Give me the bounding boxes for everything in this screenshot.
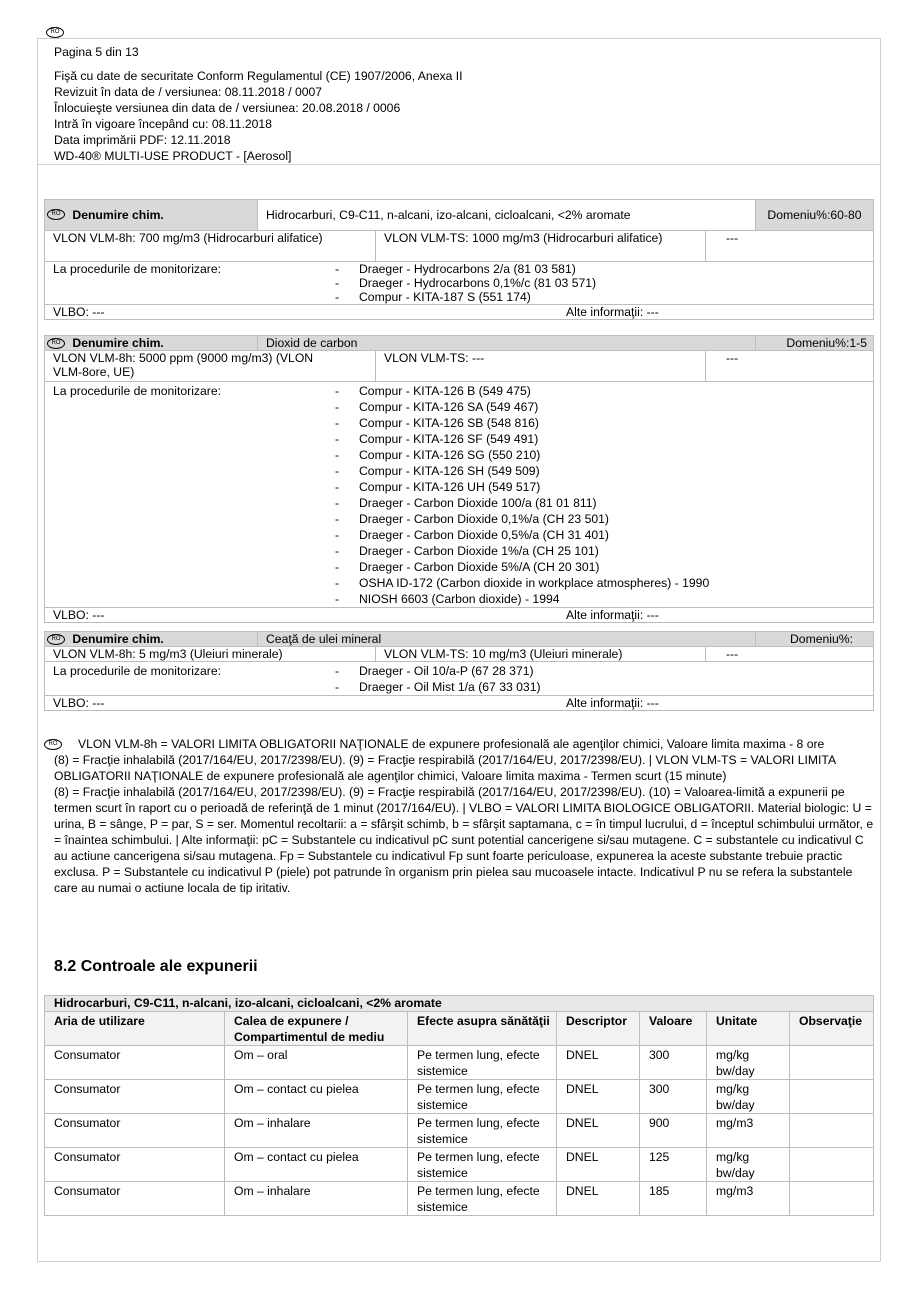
cell-area: Consumator: [45, 1046, 225, 1080]
cell-descriptor: DNEL: [557, 1182, 640, 1216]
note-vlm-8h: VLON VLM-8h = VALORI LIMITA OBLIGATORII NAŢIONALE de expunere profesională ale agenţilor chimici, Valoare limita maxima - 8 ore: [78, 737, 825, 751]
column-header: Calea de expunere / Compartimentul de mediu: [225, 1012, 408, 1046]
language-badge: RO: [47, 338, 65, 349]
monitoring-label: La procedurile de monitorizare:: [53, 384, 222, 398]
cell-effect: Pe termen lung, efecte sistemice: [408, 1182, 557, 1216]
monitoring-cell: La procedurile de monitorizare: - Draeger - Oil 10/a-P (67 28 371) - Draeger - Oil Mist 1/a (67 33 031): [45, 662, 874, 696]
cell-unit: mg/m3: [707, 1114, 790, 1148]
replaces-info: Înlocuieşte versiunea din data de / versiunea: 20.08.2018 / 0006: [54, 101, 401, 115]
cell-value: 300: [640, 1046, 707, 1080]
cell-descriptor: DNEL: [557, 1080, 640, 1114]
cell-effect: Pe termen lung, efecte sistemice: [408, 1148, 557, 1182]
cell-remark: [790, 1114, 874, 1148]
legend-notes: [48, 736, 874, 896]
monitoring-method: Draeger - Oil Mist 1/a (67 33 031): [359, 680, 541, 694]
substance-table: [44, 199, 874, 320]
cell-remark: [790, 1182, 874, 1216]
cell-descriptor: DNEL: [557, 1148, 640, 1182]
effective-date: Intră în vigoare începând cu: 08.11.2018: [54, 117, 272, 131]
chem-name-label: Denumire chim.: [72, 208, 164, 222]
chem-name-label-cell: [45, 336, 258, 351]
monitoring-method: Compur - KITA-126 SH (549 509): [359, 464, 540, 478]
monitoring-method: NIOSH 6603 (Carbon dioxide) - 1994: [359, 592, 560, 606]
vlm-extra: ---: [706, 351, 874, 382]
vlbo-row: [45, 608, 874, 623]
chem-name: Ceaţă de ulei mineral: [258, 632, 756, 647]
vlm-ts: VLON VLM-TS: 10 mg/m3 (Uleiuri minerale): [376, 647, 706, 662]
dnel-table: [44, 995, 874, 1216]
monitoring-method: Compur - KITA-126 SB (548 816): [359, 416, 539, 430]
cell-effect: Pe termen lung, efecte sistemice: [408, 1114, 557, 1148]
note-vlbo: (8) = Fracţie inhalabilă (2017/164/EU, 2017/2398/EU). (9) = Fracţie respirabilă (2017/164/EU, 2017/2398/EU). (10) = Valoarea-limită a expunerii pe termen scurt în raport cu o perioadă de referinţă de 1 minut (2017/164/EU). | VLBO = VALORI LIMITA BIOLOGICE OBLIGATORII. Material biologic: U = urina, B = sânge, P = par, S = ser. Momentul recoltarii: a = sfârşit schimb, b = sfârşit saptamana, c = în timpul lucrului, d = începtul schimbului următor, e = înaintea schimbului. | Alte informaţii: pC = Substantele cu indicativul pC sunt potential cancerigene si/sau mutagene. C = substantele cu indicativul C au actiune cancerigena si/sau mutagena. Fp = Substantele cu indicativul Fp sunt foarte periculoase, expunerea la aceste substante trebuie practic exclusa. P = Substantele cu indicativul P (piele) pot patrunde în organism prin pielea sau mucoasele intacte. Indicativul P nu se refera la substantele care au numai o actiune locala de tip iritativ.: [54, 785, 874, 895]
table-row: [45, 1148, 874, 1182]
monitoring-method: Draeger - Hydrocarbons 0,1%/c (81 03 571): [359, 276, 597, 290]
table-row: [45, 1046, 874, 1080]
monitoring-method: OSHA ID-172 (Carbon dioxide in workplace atmospheres) - 1990: [359, 576, 710, 590]
dnel-table-title: Hidrocarburi, C9-C11, n-alcani, izo-alcani, cicloalcani, <2% aromate: [45, 996, 874, 1012]
other-info: Alte informaţii: ---: [566, 305, 659, 319]
vlm-extra: ---: [706, 231, 874, 262]
column-header: Valoare: [640, 1012, 707, 1046]
language-badge: RO: [46, 27, 64, 38]
chem-name-label: Denumire chim.: [72, 632, 164, 646]
cell-route: Om – inhalare: [225, 1114, 408, 1148]
vlm-ts: VLON VLM-TS: 1000 mg/m3 (Hidrocarburi alifatice): [376, 231, 706, 262]
chem-name: Dioxid de carbon: [258, 336, 756, 351]
monitoring-label: La procedurile de monitorizare:: [53, 262, 222, 276]
table-row: [45, 1182, 874, 1216]
cell-descriptor: DNEL: [557, 1114, 640, 1148]
vlbo-value: VLBO: ---: [53, 608, 105, 622]
column-header: Descriptor: [557, 1012, 640, 1046]
column-header: Unitate: [707, 1012, 790, 1046]
monitoring-method: Compur - KITA-126 SA (549 467): [359, 400, 539, 414]
monitoring-method: Draeger - Hydrocarbons 2/a (81 03 581): [359, 262, 576, 276]
chem-name-label: Denumire chim.: [72, 336, 164, 350]
monitoring-method: Draeger - Carbon Dioxide 1%/a (CH 25 101): [359, 544, 599, 558]
cell-area: Consumator: [45, 1148, 225, 1182]
chem-name-label-cell: [45, 632, 258, 647]
monitoring-method: Compur - KITA-126 UH (549 517): [359, 480, 541, 494]
cell-value: 300: [640, 1080, 707, 1114]
concentration-range: Domeniu%:60-80: [756, 200, 874, 231]
concentration-range: Domeniu%:1-5: [756, 336, 874, 351]
note-vlm-ts: (8) = Fracţie inhalabilă (2017/164/EU, 2017/2398/EU). (9) = Fracţie respirabilă (2017/164/EU, 2017/2398/EU). | VLON VLM-TS = VALORI LIMITA OBLIGATORII NAŢIONALE de expunere profesională ale agenţilor chimici, Valoare limita maxima - Termen scurt (15 minute): [54, 753, 836, 783]
other-info: Alte informaţii: ---: [566, 696, 659, 710]
header-divider: [37, 164, 880, 165]
concentration-range: Domeniu%:: [756, 632, 874, 647]
cell-route: Om – oral: [225, 1046, 408, 1080]
monitoring-method: Compur - KITA-126 SF (549 491): [359, 432, 539, 446]
cell-unit: mg/m3: [707, 1182, 790, 1216]
language-badge: RO: [44, 739, 62, 750]
page-number: Pagina 5 din 13: [54, 45, 139, 59]
other-info: Alte informaţii: ---: [566, 608, 659, 622]
revision-info: Revizuit în data de / versiunea: 08.11.2018 / 0007: [54, 85, 323, 99]
document-title: Fişă cu date de securitate Conform Regulamentul (CE) 1907/2006, Anexa II: [54, 69, 463, 83]
monitoring-method: Draeger - Carbon Dioxide 5%/A (CH 20 301): [359, 560, 600, 574]
monitoring-method: Compur - KITA-126 SG (550 210): [359, 448, 541, 462]
vlm-8h: VLON VLM-8h: 5 mg/m3 (Uleiuri minerale): [45, 647, 376, 662]
monitoring-cell: La procedurile de monitorizare: - Compur - KITA-126 B (549 475) - Compur - KITA-126 SA (549 467) - Compur - KITA-126 SB (548 816) - Compur - KITA-126 SF (549 491) - Compur - KITA-126 SG (550 210) - Compur - KITA-126 SH (549 509) - Compur - KITA-126 UH (549 517) - Draeger - Carbon Dioxide 100/a (81 01 811) - Draeger - Carbon Dioxide 0,1%/a (CH 23 501) - Draeger - Carbon Dioxide 0,5%/a (CH 31 401) - Draeger - Carbon Dioxide 1%/a (CH 25 101) - Draeger - Carbon Dioxide 5%/A (CH 20 301) - OSHA ID-172 (Carbon dioxide in workplace atmospheres) - 1990 - NIOSH 6603 (Carbon dioxide) - 1994: [45, 382, 874, 608]
vlm-extra: ---: [706, 647, 874, 662]
chem-name: Hidrocarburi, C9-C11, n-alcani, izo-alcani, cicloalcani, <2% aromate: [258, 200, 756, 231]
cell-area: Consumator: [45, 1080, 225, 1114]
cell-unit: mg/kg bw/day: [707, 1148, 790, 1182]
substance-table: [44, 631, 874, 711]
vlm-8h: VLON VLM-8h: 700 mg/m3 (Hidrocarburi alifatice): [45, 231, 376, 262]
cell-descriptor: DNEL: [557, 1046, 640, 1080]
cell-remark: [790, 1046, 874, 1080]
monitoring-cell: La procedurile de monitorizare: - Draeger - Hydrocarbons 2/a (81 03 581) - Draeger - Hydrocarbons 0,1%/c (81 03 571) - Compur - KITA-187 S (551 174): [45, 262, 874, 305]
print-date: Data imprimării PDF: 12.11.2018: [54, 133, 231, 147]
cell-value: 125: [640, 1148, 707, 1182]
cell-unit: mg/kg bw/day: [707, 1080, 790, 1114]
cell-route: Om – contact cu pielea: [225, 1148, 408, 1182]
monitoring-method: Compur - KITA-187 S (551 174): [359, 290, 531, 304]
substance-table: [44, 335, 874, 623]
cell-remark: [790, 1080, 874, 1114]
monitoring-method: Draeger - Carbon Dioxide 100/a (81 01 811): [359, 496, 597, 510]
monitoring-method: Compur - KITA-126 B (549 475): [359, 384, 531, 398]
monitoring-method: Draeger - Carbon Dioxide 0,1%/a (CH 23 501): [359, 512, 609, 526]
chem-name-label-cell: [45, 200, 258, 231]
column-header: Efecte asupra sănătăţii: [408, 1012, 557, 1046]
vlm-8h: VLON VLM-8h: 5000 ppm (9000 mg/m3) (VLON VLM-8ore, UE): [45, 351, 376, 382]
column-header: Aria de utilizare: [45, 1012, 225, 1046]
language-badge: RO: [47, 209, 65, 220]
section-title: 8.2 Controale ale expunerii: [54, 958, 258, 975]
vlbo-row: [45, 305, 874, 320]
cell-route: Om – contact cu pielea: [225, 1080, 408, 1114]
monitoring-method: Draeger - Oil 10/a-P (67 28 371): [359, 664, 534, 678]
language-badge: RO: [47, 634, 65, 645]
table-row: [45, 1114, 874, 1148]
cell-value: 185: [640, 1182, 707, 1216]
cell-area: Consumator: [45, 1182, 225, 1216]
monitoring-label: La procedurile de monitorizare:: [53, 664, 222, 678]
document-header: [54, 44, 874, 164]
cell-effect: Pe termen lung, efecte sistemice: [408, 1046, 557, 1080]
cell-route: Om – inhalare: [225, 1182, 408, 1216]
cell-area: Consumator: [45, 1114, 225, 1148]
table-row: [45, 1080, 874, 1114]
column-header: Observaţie: [790, 1012, 874, 1046]
vlbo-value: VLBO: ---: [53, 305, 105, 319]
monitoring-method: Draeger - Carbon Dioxide 0,5%/a (CH 31 401): [359, 528, 609, 542]
cell-value: 900: [640, 1114, 707, 1148]
vlbo-row: [45, 696, 874, 711]
vlm-ts: VLON VLM-TS: ---: [376, 351, 706, 382]
product-name: WD-40® MULTI-USE PRODUCT - [Aerosol]: [54, 149, 292, 163]
cell-effect: Pe termen lung, efecte sistemice: [408, 1080, 557, 1114]
cell-unit: mg/kg bw/day: [707, 1046, 790, 1080]
vlbo-value: VLBO: ---: [53, 696, 105, 710]
cell-remark: [790, 1148, 874, 1182]
